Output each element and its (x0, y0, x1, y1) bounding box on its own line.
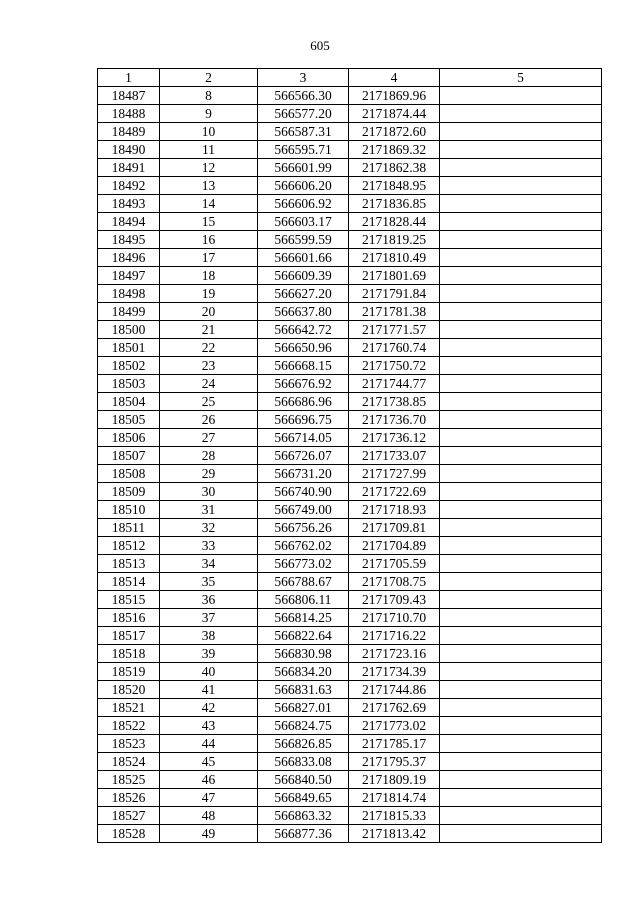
table-cell: 2171727.99 (349, 465, 440, 483)
table-cell: 18502 (98, 357, 160, 375)
table-cell: 2171874.44 (349, 105, 440, 123)
table-row (98, 537, 602, 555)
table-cell: 18520 (98, 681, 160, 699)
table-cell: 18501 (98, 339, 160, 357)
table-cell: 2171708.75 (349, 573, 440, 591)
column-header: 3 (258, 69, 349, 87)
table-cell: 30 (160, 483, 258, 501)
table-cell: 8 (160, 87, 258, 105)
table-row (98, 141, 602, 159)
table-cell: 566840.50 (258, 771, 349, 789)
table-row (98, 501, 602, 519)
table-cell: 2171733.07 (349, 447, 440, 465)
table-cell: 21 (160, 321, 258, 339)
table-cell (440, 285, 602, 303)
table-row (98, 483, 602, 501)
table-row (98, 249, 602, 267)
table-cell: 23 (160, 357, 258, 375)
table-cell (440, 681, 602, 699)
table-cell (440, 771, 602, 789)
table-cell: 566830.98 (258, 645, 349, 663)
table-cell: 566824.75 (258, 717, 349, 735)
table-cell: 566601.66 (258, 249, 349, 267)
table-cell: 566627.20 (258, 285, 349, 303)
table-cell: 2171705.59 (349, 555, 440, 573)
table-cell: 2171828.44 (349, 213, 440, 231)
table-row (98, 645, 602, 663)
table-cell: 566762.02 (258, 537, 349, 555)
table-row (98, 663, 602, 681)
table-cell: 18513 (98, 555, 160, 573)
table-cell (440, 501, 602, 519)
table-cell: 18511 (98, 519, 160, 537)
table-cell (440, 339, 602, 357)
table-cell: 566849.65 (258, 789, 349, 807)
table-cell: 2171744.77 (349, 375, 440, 393)
table-cell: 18491 (98, 159, 160, 177)
table-row (98, 303, 602, 321)
table-cell: 2171734.39 (349, 663, 440, 681)
table-cell: 9 (160, 105, 258, 123)
table-cell: 18524 (98, 753, 160, 771)
table-cell (440, 609, 602, 627)
table-cell (440, 159, 602, 177)
table-cell: 566822.64 (258, 627, 349, 645)
table-cell: 2171738.85 (349, 393, 440, 411)
table-cell: 566650.96 (258, 339, 349, 357)
table-cell (440, 465, 602, 483)
table-cell: 566599.59 (258, 231, 349, 249)
table-cell: 15 (160, 213, 258, 231)
table-row (98, 321, 602, 339)
table-row (98, 465, 602, 483)
table-cell: 18510 (98, 501, 160, 519)
table-cell: 566642.72 (258, 321, 349, 339)
table-cell: 32 (160, 519, 258, 537)
table-cell: 18498 (98, 285, 160, 303)
table-cell: 10 (160, 123, 258, 141)
table-row (98, 555, 602, 573)
table-row (98, 87, 602, 105)
table-cell (440, 267, 602, 285)
table-cell: 17 (160, 249, 258, 267)
table-cell: 2171785.17 (349, 735, 440, 753)
table-cell: 18 (160, 267, 258, 285)
table-row (98, 807, 602, 825)
table-cell: 18526 (98, 789, 160, 807)
table-cell: 18514 (98, 573, 160, 591)
table-cell (440, 105, 602, 123)
table-cell: 49 (160, 825, 258, 843)
table-cell: 18521 (98, 699, 160, 717)
table-cell: 566696.75 (258, 411, 349, 429)
table-row (98, 231, 602, 249)
table-cell: 18528 (98, 825, 160, 843)
table-cell: 18495 (98, 231, 160, 249)
table-cell: 2171709.81 (349, 519, 440, 537)
table-cell: 2171862.38 (349, 159, 440, 177)
table-cell (440, 141, 602, 159)
table-cell: 2171716.22 (349, 627, 440, 645)
table-cell: 566714.05 (258, 429, 349, 447)
table-cell: 41 (160, 681, 258, 699)
table-cell: 42 (160, 699, 258, 717)
table-cell: 27 (160, 429, 258, 447)
table-cell: 18519 (98, 663, 160, 681)
table-cell (440, 789, 602, 807)
table-cell: 18522 (98, 717, 160, 735)
table-cell: 2171781.38 (349, 303, 440, 321)
table-cell: 2171750.72 (349, 357, 440, 375)
table-row (98, 429, 602, 447)
table-cell: 566595.71 (258, 141, 349, 159)
table-cell: 18487 (98, 87, 160, 105)
table-cell: 14 (160, 195, 258, 213)
table-cell: 566577.20 (258, 105, 349, 123)
table-cell: 2171809.19 (349, 771, 440, 789)
table-cell: 16 (160, 231, 258, 249)
table-cell: 566566.30 (258, 87, 349, 105)
table-row (98, 789, 602, 807)
table-cell: 31 (160, 501, 258, 519)
table-cell: 2171813.42 (349, 825, 440, 843)
table-cell: 18504 (98, 393, 160, 411)
table-row (98, 195, 602, 213)
table-cell: 566740.90 (258, 483, 349, 501)
table-cell: 2171710.70 (349, 609, 440, 627)
table-cell: 566831.63 (258, 681, 349, 699)
table-cell: 18523 (98, 735, 160, 753)
table-cell: 566827.01 (258, 699, 349, 717)
table-row (98, 105, 602, 123)
table-cell: 25 (160, 393, 258, 411)
table-cell (440, 411, 602, 429)
table-cell: 566637.80 (258, 303, 349, 321)
table-cell: 34 (160, 555, 258, 573)
table-cell (440, 807, 602, 825)
table-cell: 566788.67 (258, 573, 349, 591)
table-cell: 566863.32 (258, 807, 349, 825)
table-cell: 26 (160, 411, 258, 429)
table-cell: 11 (160, 141, 258, 159)
table-row (98, 825, 602, 843)
table-cell: 37 (160, 609, 258, 627)
table-row (98, 339, 602, 357)
table-cell: 566601.99 (258, 159, 349, 177)
table-cell: 18525 (98, 771, 160, 789)
table-cell: 2171836.85 (349, 195, 440, 213)
table-cell (440, 573, 602, 591)
column-header: 5 (440, 69, 602, 87)
table-cell: 566668.15 (258, 357, 349, 375)
table-cell: 2171795.37 (349, 753, 440, 771)
table-cell: 18507 (98, 447, 160, 465)
table-row (98, 447, 602, 465)
table-row (98, 123, 602, 141)
table-cell: 2171814.74 (349, 789, 440, 807)
table-cell (440, 231, 602, 249)
table-cell: 38 (160, 627, 258, 645)
table-body (98, 87, 602, 843)
table-cell: 2171718.93 (349, 501, 440, 519)
table-cell: 2171723.16 (349, 645, 440, 663)
table-cell (440, 591, 602, 609)
table-cell: 47 (160, 789, 258, 807)
table-row (98, 735, 602, 753)
table-row (98, 357, 602, 375)
table-cell: 566606.20 (258, 177, 349, 195)
table-cell (440, 645, 602, 663)
table-cell: 566587.31 (258, 123, 349, 141)
table-cell: 18508 (98, 465, 160, 483)
table-cell: 18527 (98, 807, 160, 825)
table-row (98, 393, 602, 411)
table-cell: 48 (160, 807, 258, 825)
table-cell: 18497 (98, 267, 160, 285)
table-cell: 2171744.86 (349, 681, 440, 699)
table-cell (440, 429, 602, 447)
table-cell (440, 177, 602, 195)
table-row (98, 285, 602, 303)
table-cell: 2171736.70 (349, 411, 440, 429)
table-cell: 566726.07 (258, 447, 349, 465)
table-cell: 2171801.69 (349, 267, 440, 285)
table-cell: 18490 (98, 141, 160, 159)
table-header-row (98, 69, 602, 87)
table-row (98, 699, 602, 717)
table-cell (440, 321, 602, 339)
table-cell: 36 (160, 591, 258, 609)
table-cell: 566833.08 (258, 753, 349, 771)
table-row (98, 681, 602, 699)
table-row (98, 627, 602, 645)
table-cell (440, 393, 602, 411)
table-cell (440, 303, 602, 321)
table-cell: 18488 (98, 105, 160, 123)
table-cell: 2171773.02 (349, 717, 440, 735)
table-cell: 18518 (98, 645, 160, 663)
table-cell: 2171819.25 (349, 231, 440, 249)
table-cell: 2171810.49 (349, 249, 440, 267)
table-cell: 2171722.69 (349, 483, 440, 501)
table-row (98, 771, 602, 789)
table-row (98, 375, 602, 393)
table-cell: 2171760.74 (349, 339, 440, 357)
table-cell: 2171762.69 (349, 699, 440, 717)
table-cell: 566826.85 (258, 735, 349, 753)
table-cell (440, 735, 602, 753)
table-cell (440, 663, 602, 681)
table-cell: 13 (160, 177, 258, 195)
table-cell: 43 (160, 717, 258, 735)
table-cell: 566773.02 (258, 555, 349, 573)
table-cell (440, 447, 602, 465)
table-cell: 566686.96 (258, 393, 349, 411)
table-cell: 29 (160, 465, 258, 483)
table-cell: 18492 (98, 177, 160, 195)
table-cell (440, 627, 602, 645)
table-cell: 18506 (98, 429, 160, 447)
table-cell: 18489 (98, 123, 160, 141)
table-cell (440, 825, 602, 843)
table-cell: 566606.92 (258, 195, 349, 213)
table-row (98, 177, 602, 195)
table-row (98, 573, 602, 591)
table-cell: 566834.20 (258, 663, 349, 681)
table-cell: 2171848.95 (349, 177, 440, 195)
table-cell: 2171815.33 (349, 807, 440, 825)
table-row (98, 717, 602, 735)
table-row (98, 609, 602, 627)
table-cell (440, 483, 602, 501)
table-cell: 18515 (98, 591, 160, 609)
table-cell: 566676.92 (258, 375, 349, 393)
table-row (98, 267, 602, 285)
table-cell (440, 555, 602, 573)
column-header: 2 (160, 69, 258, 87)
table-cell: 566609.39 (258, 267, 349, 285)
table-cell: 40 (160, 663, 258, 681)
table-cell: 566806.11 (258, 591, 349, 609)
table-cell: 44 (160, 735, 258, 753)
table-cell: 2171791.84 (349, 285, 440, 303)
table-cell: 12 (160, 159, 258, 177)
table-cell: 18503 (98, 375, 160, 393)
table-cell: 33 (160, 537, 258, 555)
table-cell (440, 519, 602, 537)
table-cell: 22 (160, 339, 258, 357)
table-cell: 28 (160, 447, 258, 465)
table-cell (440, 717, 602, 735)
table-cell: 18505 (98, 411, 160, 429)
table-cell (440, 753, 602, 771)
table-cell: 2171736.12 (349, 429, 440, 447)
table-cell (440, 213, 602, 231)
table-cell: 566814.25 (258, 609, 349, 627)
table-cell: 24 (160, 375, 258, 393)
table-cell: 18493 (98, 195, 160, 213)
table-cell: 39 (160, 645, 258, 663)
table-cell: 2171869.96 (349, 87, 440, 105)
table-cell: 18500 (98, 321, 160, 339)
table-cell: 566756.26 (258, 519, 349, 537)
table-cell: 566877.36 (258, 825, 349, 843)
table-cell: 18509 (98, 483, 160, 501)
table-cell (440, 537, 602, 555)
table-cell: 18494 (98, 213, 160, 231)
table-cell: 18517 (98, 627, 160, 645)
table-cell: 46 (160, 771, 258, 789)
table-row (98, 753, 602, 771)
table-cell: 2171869.32 (349, 141, 440, 159)
table-cell (440, 123, 602, 141)
table-row (98, 411, 602, 429)
table-cell: 2171872.60 (349, 123, 440, 141)
table-cell: 18496 (98, 249, 160, 267)
table-cell: 19 (160, 285, 258, 303)
table-cell: 2171709.43 (349, 591, 440, 609)
table-cell: 566731.20 (258, 465, 349, 483)
table-cell: 35 (160, 573, 258, 591)
table-cell: 566749.00 (258, 501, 349, 519)
table-cell: 45 (160, 753, 258, 771)
table-cell: 18516 (98, 609, 160, 627)
table-cell (440, 699, 602, 717)
table-cell (440, 357, 602, 375)
table-cell (440, 87, 602, 105)
table-row (98, 519, 602, 537)
column-header: 1 (98, 69, 160, 87)
table-cell (440, 249, 602, 267)
table-cell (440, 195, 602, 213)
table-cell: 2171704.89 (349, 537, 440, 555)
table-row (98, 213, 602, 231)
table-cell: 566603.17 (258, 213, 349, 231)
table-cell: 2171771.57 (349, 321, 440, 339)
page-number: 605 (310, 38, 330, 53)
column-header: 4 (349, 69, 440, 87)
coordinates-table (97, 68, 602, 843)
table-cell (440, 375, 602, 393)
table-row (98, 591, 602, 609)
table-cell: 18499 (98, 303, 160, 321)
table-row (98, 159, 602, 177)
table-cell: 18512 (98, 537, 160, 555)
table-cell: 20 (160, 303, 258, 321)
